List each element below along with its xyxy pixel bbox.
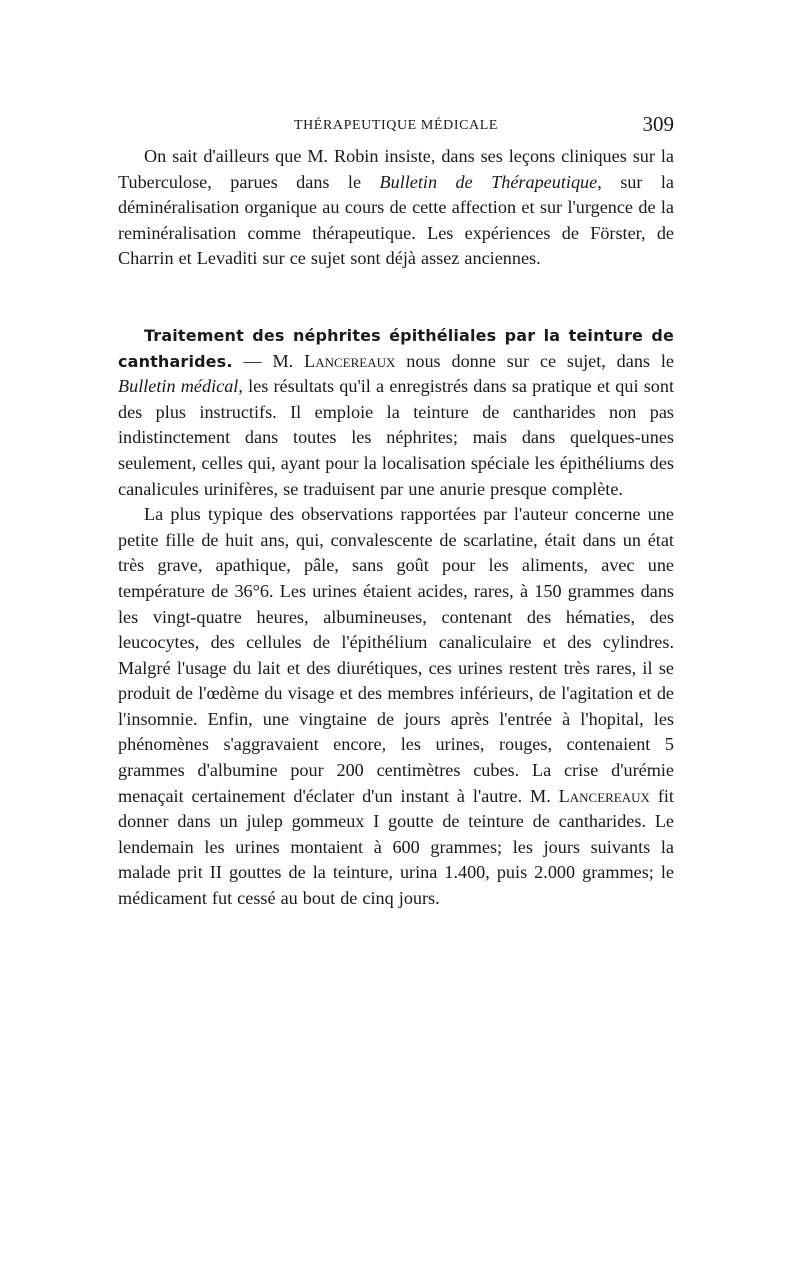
section-heading: Traitement des néphrites épithéliales par la teinture de cantharides. <box>118 325 674 371</box>
section-spacer <box>118 272 674 323</box>
paragraph-text: — M. <box>232 350 305 371</box>
running-header <box>118 110 674 144</box>
paragraph-text: , les résultats qu'il a enregistrés dans sa pratique et qui sont des plus instructifs. Il emploie la teinture de cantharides non pas indistinctement dans toutes les néphrites; mais dans quelques-unes seulement, celles qui, ayant pour la localisation spéciale les épithéliums des canalicules urinifères, se traduisent par une anurie presque complète. <box>118 376 675 499</box>
journal-title: Bulletin de Thérapeutique <box>379 171 598 192</box>
journal-title: Bulletin médical <box>118 376 239 397</box>
paragraph-text: , sur la déminéralisation organique au cours de cette affection et sur l'urgence de la reminéralisation comme thérapeutique. Les expériences de Förster, de Charrin et Levaditi sur ce sujet sont déjà assez anciennes. <box>118 171 675 269</box>
paragraph-text: nous donne sur ce sujet, dans le <box>395 350 675 371</box>
paragraph-text: On sait d'ailleurs que M. Robin insiste, dans ses leçons cliniques sur la Tuberculose, parues dans le <box>118 146 674 192</box>
paragraph-mineralisation <box>118 144 674 272</box>
book-page <box>118 110 674 912</box>
paragraph-cantharides <box>118 323 674 502</box>
author-name: Lancereaux <box>304 350 396 371</box>
running-title: THÉRAPEUTIQUE MÉDICALE <box>293 118 499 133</box>
paragraph-text: fit donner dans un julep gommeux I goutte de teinture de cantharides. Le lendemain les urines montaient à 600 grammes; les jours suivants la malade prit II gouttes de la teinture, urina 1.400, puis 2.000 grammes; le médicament fut cessé au bout de cinq jours. <box>118 785 674 909</box>
author-name: Lancereaux <box>558 785 650 806</box>
page-number: 309 <box>642 112 674 136</box>
paragraph-text: La plus typique des observations rapportées par l'auteur concerne une petite fille de huit ans, qui, convalescente de scarlatine, était dans un état très grave, apathique, pâle, sans goût pour les aliments, avec une température de 36°6. Les urines étaient acides, rares, à 150 grammes dans les vingt-quatre heures, albumineuses, contenant des hématies, des leucocytes, des cellules de l'épithélium canaliculaire et des cylindres. Malgré l'usage du lait et des diurétiques, ces urines restent très rares, il se produit de l'œdème du visage et des membres inférieurs, de l'agitation et de l'insomnie. Enfin, une vingtaine de jours après l'entrée à l'hopital, les phénomènes s'aggravaient encore, les urines, rouges, contenaient 5 grammes d'albumine pour 200 centimètres cubes. La crise d'urémie menaçait certainement d'éclater d'un instant à l'autre. M. <box>118 504 674 806</box>
paragraph-observation <box>118 502 674 912</box>
